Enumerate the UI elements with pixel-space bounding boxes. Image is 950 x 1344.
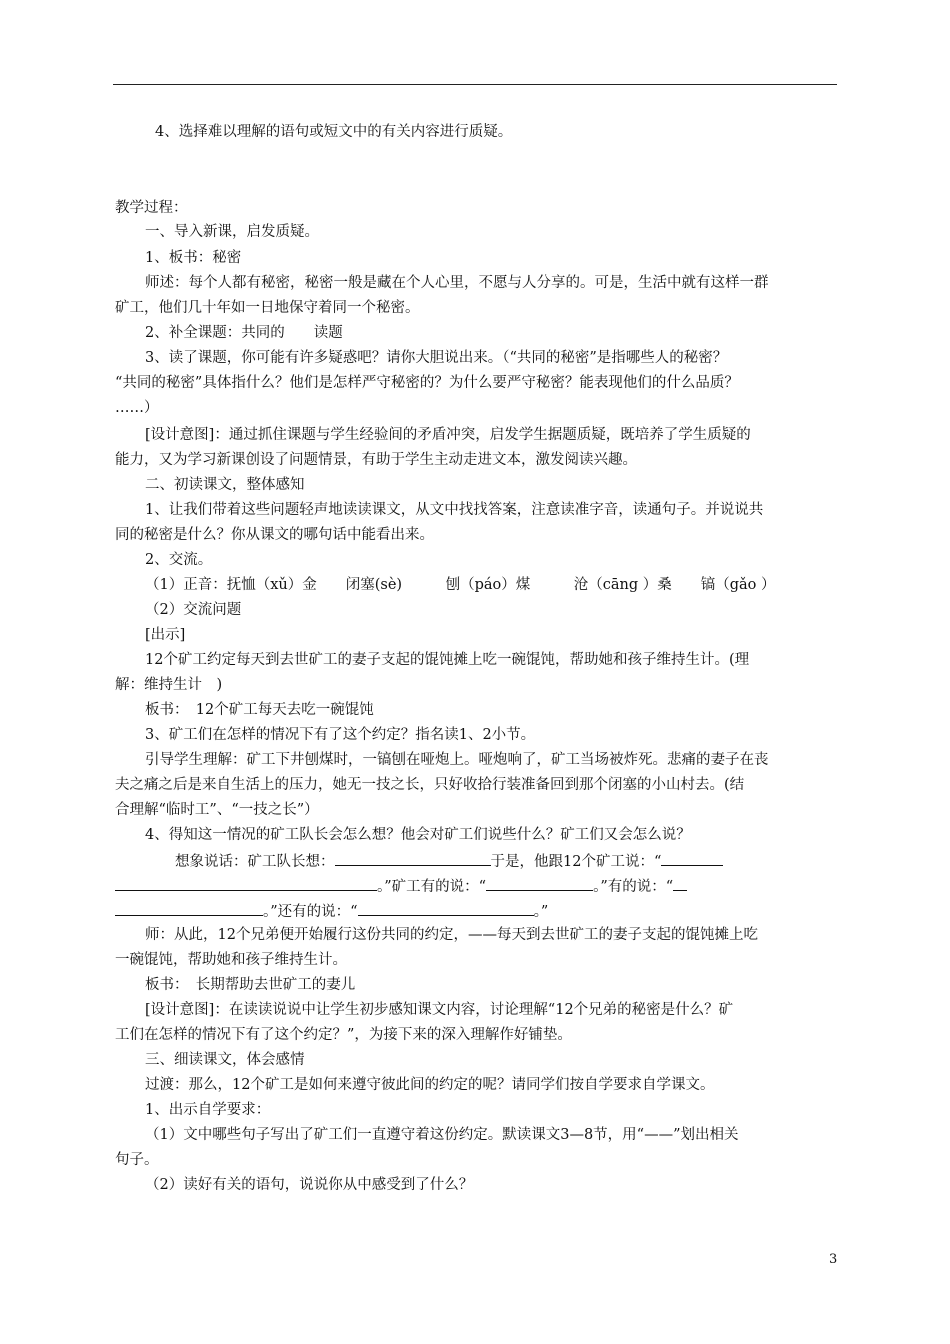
text-line: [设计意图]：在读读说说中让学生初步感知课文内容，讨论理解“12个兄弟的秘密是什么？矿 bbox=[145, 1002, 734, 1018]
blank-underline bbox=[115, 903, 263, 916]
blank-underline bbox=[661, 853, 723, 866]
text-line: 矿工，他们几十年如一日地保守着同一个秘密。 bbox=[115, 300, 420, 316]
text-line: 4、得知这一情况的矿工队长会怎么想？他会对矿工们说些什么？矿工们又会怎么说？ bbox=[145, 827, 691, 843]
text-line: 1、让我们带着这些问题轻声地读读课文，从文中找找答案，注意读准字音，读通句子。并说说共 bbox=[145, 502, 764, 518]
text-line: 夫之痛之后是来自生活上的压力，她无一技之长，只好收拾行装准备回到那个闭塞的小山村去。(结 bbox=[115, 777, 745, 793]
fill-in-line: 想象说话：矿工队长想： 于是，他跟12个矿工说：“ bbox=[175, 853, 723, 870]
fill-in-line: 。”矿工有的说：“ 。”有的说：“ bbox=[115, 878, 687, 895]
text-line: （2）交流问题 bbox=[145, 602, 242, 618]
text-line: ……） bbox=[115, 400, 159, 416]
blank-underline bbox=[358, 903, 534, 916]
text-line: 能力，又为学习新课创设了问题情景，有助于学生主动走进文本，激发阅读兴趣。 bbox=[115, 452, 637, 468]
intro-line: 4、选择难以理解的语句或短文中的有关内容进行质疑。 bbox=[155, 124, 513, 140]
page-number: 3 bbox=[829, 1252, 838, 1267]
blank-underline bbox=[486, 878, 593, 891]
text-line: 工们在怎样的情况下有了这个约定？”，为接下来的深入理解作好铺垫。 bbox=[115, 1027, 572, 1043]
text-line: 同的秘密是什么？你从课文的哪句话中能看出来。 bbox=[115, 527, 434, 543]
blank-underline bbox=[673, 878, 687, 891]
text-line: 解：维持生计 ) bbox=[115, 677, 223, 693]
text-line: 三、细读课文，体会感情 bbox=[145, 1052, 305, 1068]
text-line: （2）读好有关的语句，说说你从中感受到了什么？ bbox=[145, 1177, 474, 1193]
text-line: 一碗馄饨，帮助她和孩子维持生计。 bbox=[115, 952, 347, 968]
text-line: 1、板书：秘密 bbox=[145, 250, 242, 266]
text-line: 二、初读课文，整体感知 bbox=[145, 477, 305, 493]
blank-underline bbox=[335, 853, 491, 866]
section-heading: 教学过程： bbox=[115, 200, 188, 216]
text-line: 板书： 12个矿工每天去吃一碗馄饨 bbox=[145, 702, 374, 718]
text-line: 引导学生理解：矿工下井刨煤时，一镐刨在哑炮上。哑炮响了，矿工当场被炸死。悲痛的妻子在丧 bbox=[145, 752, 769, 768]
text-line: 3、读了课题，你可能有许多疑惑吧？请你大胆说出来。（“共同的秘密”是指哪些人的秘密？ bbox=[145, 350, 728, 366]
text-line: 一、导入新课，启发质疑。 bbox=[145, 224, 319, 240]
text-line: 句子。 bbox=[115, 1152, 159, 1168]
text-line: “共同的秘密”具体指什么？他们是怎样严守秘密的？为什么要严守秘密？能表现他们的什么品质？ bbox=[115, 375, 739, 391]
text-line: 1、出示自学要求： bbox=[145, 1102, 271, 1118]
fill-in-line: 。”还有的说：“ 。” bbox=[115, 903, 548, 920]
text-line: 师：从此，12个兄弟便开始履行这份共同的约定，——每天到去世矿工的妻子支起的馄饨摊上吃 bbox=[145, 927, 758, 943]
text-line: （1）正音：抚恤（xǔ）金 闭塞(sè) 刨（páo）煤 沧（cāng ）桑 镐（gǎo ） bbox=[145, 577, 776, 593]
text-line: 12个矿工约定每天到去世矿工的妻子支起的馄饨摊上吃一碗馄饨，帮助她和孩子维持生计。(理 bbox=[145, 652, 750, 668]
blank-underline bbox=[115, 878, 377, 891]
header-rule bbox=[113, 84, 837, 85]
text-line: 2、补全课题：共同的 读题 bbox=[145, 325, 343, 341]
text-line: 合理解“临时工”、“一技之长”） bbox=[115, 802, 319, 818]
text-line: [设计意图]：通过抓住课题与学生经验间的矛盾冲突，启发学生据题质疑，既培养了学生质疑的 bbox=[145, 427, 751, 443]
text-line: 2、交流。 bbox=[145, 552, 213, 568]
text-line: 过渡：那么，12个矿工是如何来遵守彼此间的约定的呢？请同学们按自学要求自学课文。 bbox=[145, 1077, 715, 1093]
text-line: 板书： 长期帮助去世矿工的妻儿 bbox=[145, 977, 356, 993]
text-line: 师述：每个人都有秘密，秘密一般是藏在个人心里，不愿与人分享的。可是，生活中就有这样一群 bbox=[145, 275, 769, 291]
text-line: 3、矿工们在怎样的情况下有了这个约定？指名读1、2小节。 bbox=[145, 727, 536, 743]
text-line: [出示] bbox=[145, 627, 186, 643]
text-line: （1）文中哪些句子写出了矿工们一直遵守着这份约定。默读课文3—8节，用“——”划出相关 bbox=[145, 1127, 739, 1143]
